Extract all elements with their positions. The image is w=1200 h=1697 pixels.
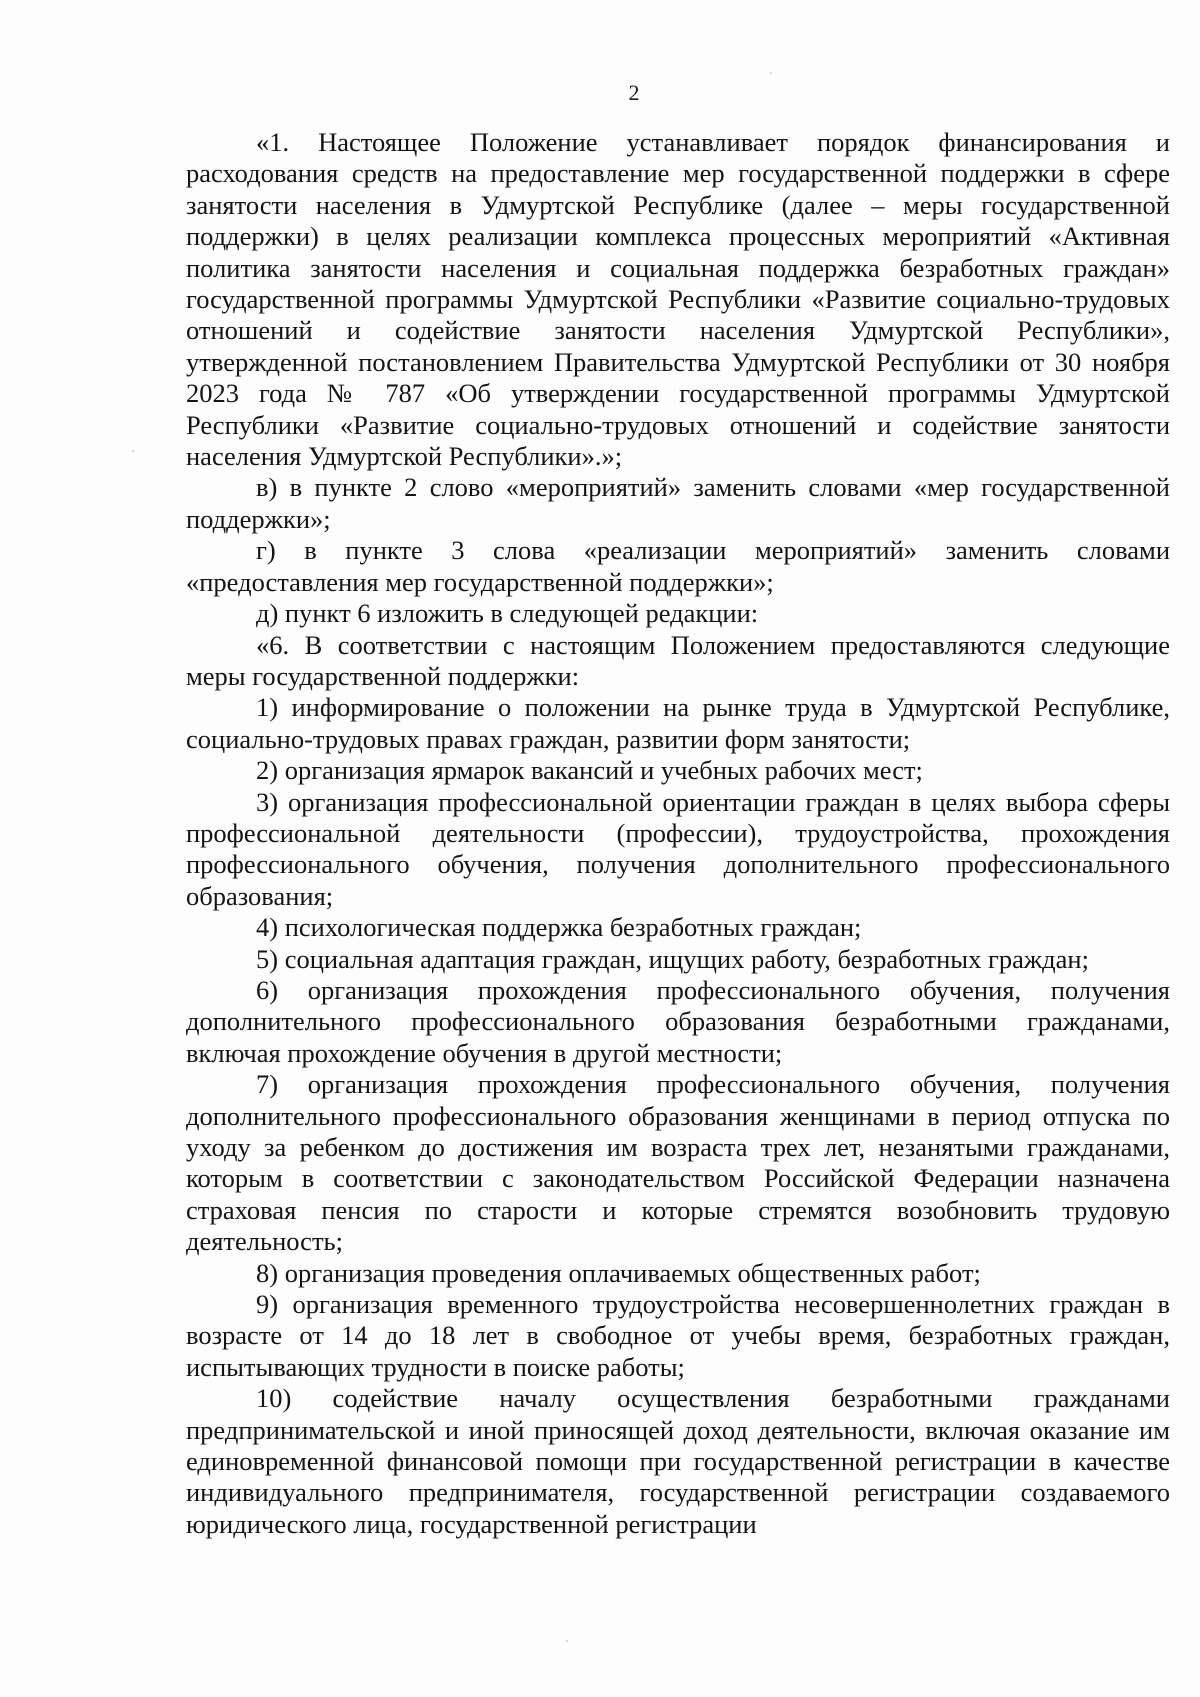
scan-speck [770, 72, 772, 74]
list-item-2: 2) организация ярмарок вакансий и учебных рабочих мест; [256, 755, 923, 786]
page-number: 2 [628, 80, 640, 105]
list-item-3: 3) организация профессиональной ориентации граждан в целях выбора сферы профессиональной деятельности (профессии), трудоустройства, прохождения профессионального обучения, получения дополнительного профессионального образования; [186, 786, 1170, 911]
paragraph-item-g: г) в пункте 3 слова «реализации мероприятий» заменить словами «предоставления мер государственной поддержки»; [186, 535, 1170, 597]
list-item-5: 5) социальная адаптация граждан, ищущих работу, безработных граждан; [256, 943, 1089, 974]
list-item-9: 9) организация временного трудоустройства несовершеннолетних граждан в возрасте от 14 до 18 лет в свободное от учебы время, безработных граждан, испытывающих трудности в поиске работы; [186, 1289, 1170, 1382]
scan-speck [132, 450, 134, 452]
paragraph-item-v: в) в пункте 2 слово «мероприятий» заменить словами «мер государственной поддержки»; [186, 472, 1170, 534]
paragraph-clause-6: «6. В соответствии с настоящим Положением предоставляются следующие меры государственной поддержки: [186, 629, 1170, 691]
scan-speck [566, 1640, 568, 1642]
list-item-1: 1) информирование о положении на рынке труда в Удмуртской Республике, социально-трудовых правах граждан, развитии форм занятости; [186, 692, 1170, 754]
list-item-4: 4) психологическая поддержка безработных граждан; [256, 912, 862, 943]
paragraph-item-d: д) пункт 6 изложить в следующей редакции: [256, 598, 759, 629]
list-item-10: 10) содействие началу осуществления безработными гражданами предпринимательской и иной приносящей доход деятельности, включая оказание им единовременной финансовой помощи при государственной регистрации в качестве индивидуального предпринимателя, государственной регистрации создаваемого юридического лица, государственной регистрации [186, 1383, 1170, 1539]
list-item-8: 8) организация проведения оплачиваемых общественных работ; [256, 1257, 981, 1288]
paragraph-clause-1: «1. Настоящее Положение устанавливает порядок финансирования и расходования средств на предоставление мер государственной поддержки в сфере занятости населения в Удмуртской Республике (далее – меры государственной поддержки) в целях реализации комплекса процессных мероприятий «Активная политика занятости населения и социальная поддержка безработных граждан» государственной программы Удмуртской Республики «Развитие социально-трудовых отношений и содействие занятости населения Удмуртской Республики», утвержденной постановлением Правительства Удмуртской Республики от 30 ноября 2023 года № 787 «Об утверждении государственной программы Удмуртской Республики «Развитие социально-трудовых отношений и содействие занятости населения Удмуртской Республики».»; [186, 127, 1170, 472]
document-body [186, 127, 1170, 1540]
list-item-7: 7) организация прохождения профессионального обучения, получения дополнительного профессионального образования женщинами в период отпуска по уходу за ребенком до достижения им возраста трех лет, незанятыми гражданами, которым в соответствии с законодательством Российской Федерации назначена страховая пенсия по старости и которые стремятся возобновить трудовую деятельность; [186, 1069, 1170, 1257]
list-item-6: 6) организация прохождения профессионального обучения, получения дополнительного профессионального образования безработными гражданами, включая прохождение обучения в другой местности; [186, 974, 1170, 1068]
